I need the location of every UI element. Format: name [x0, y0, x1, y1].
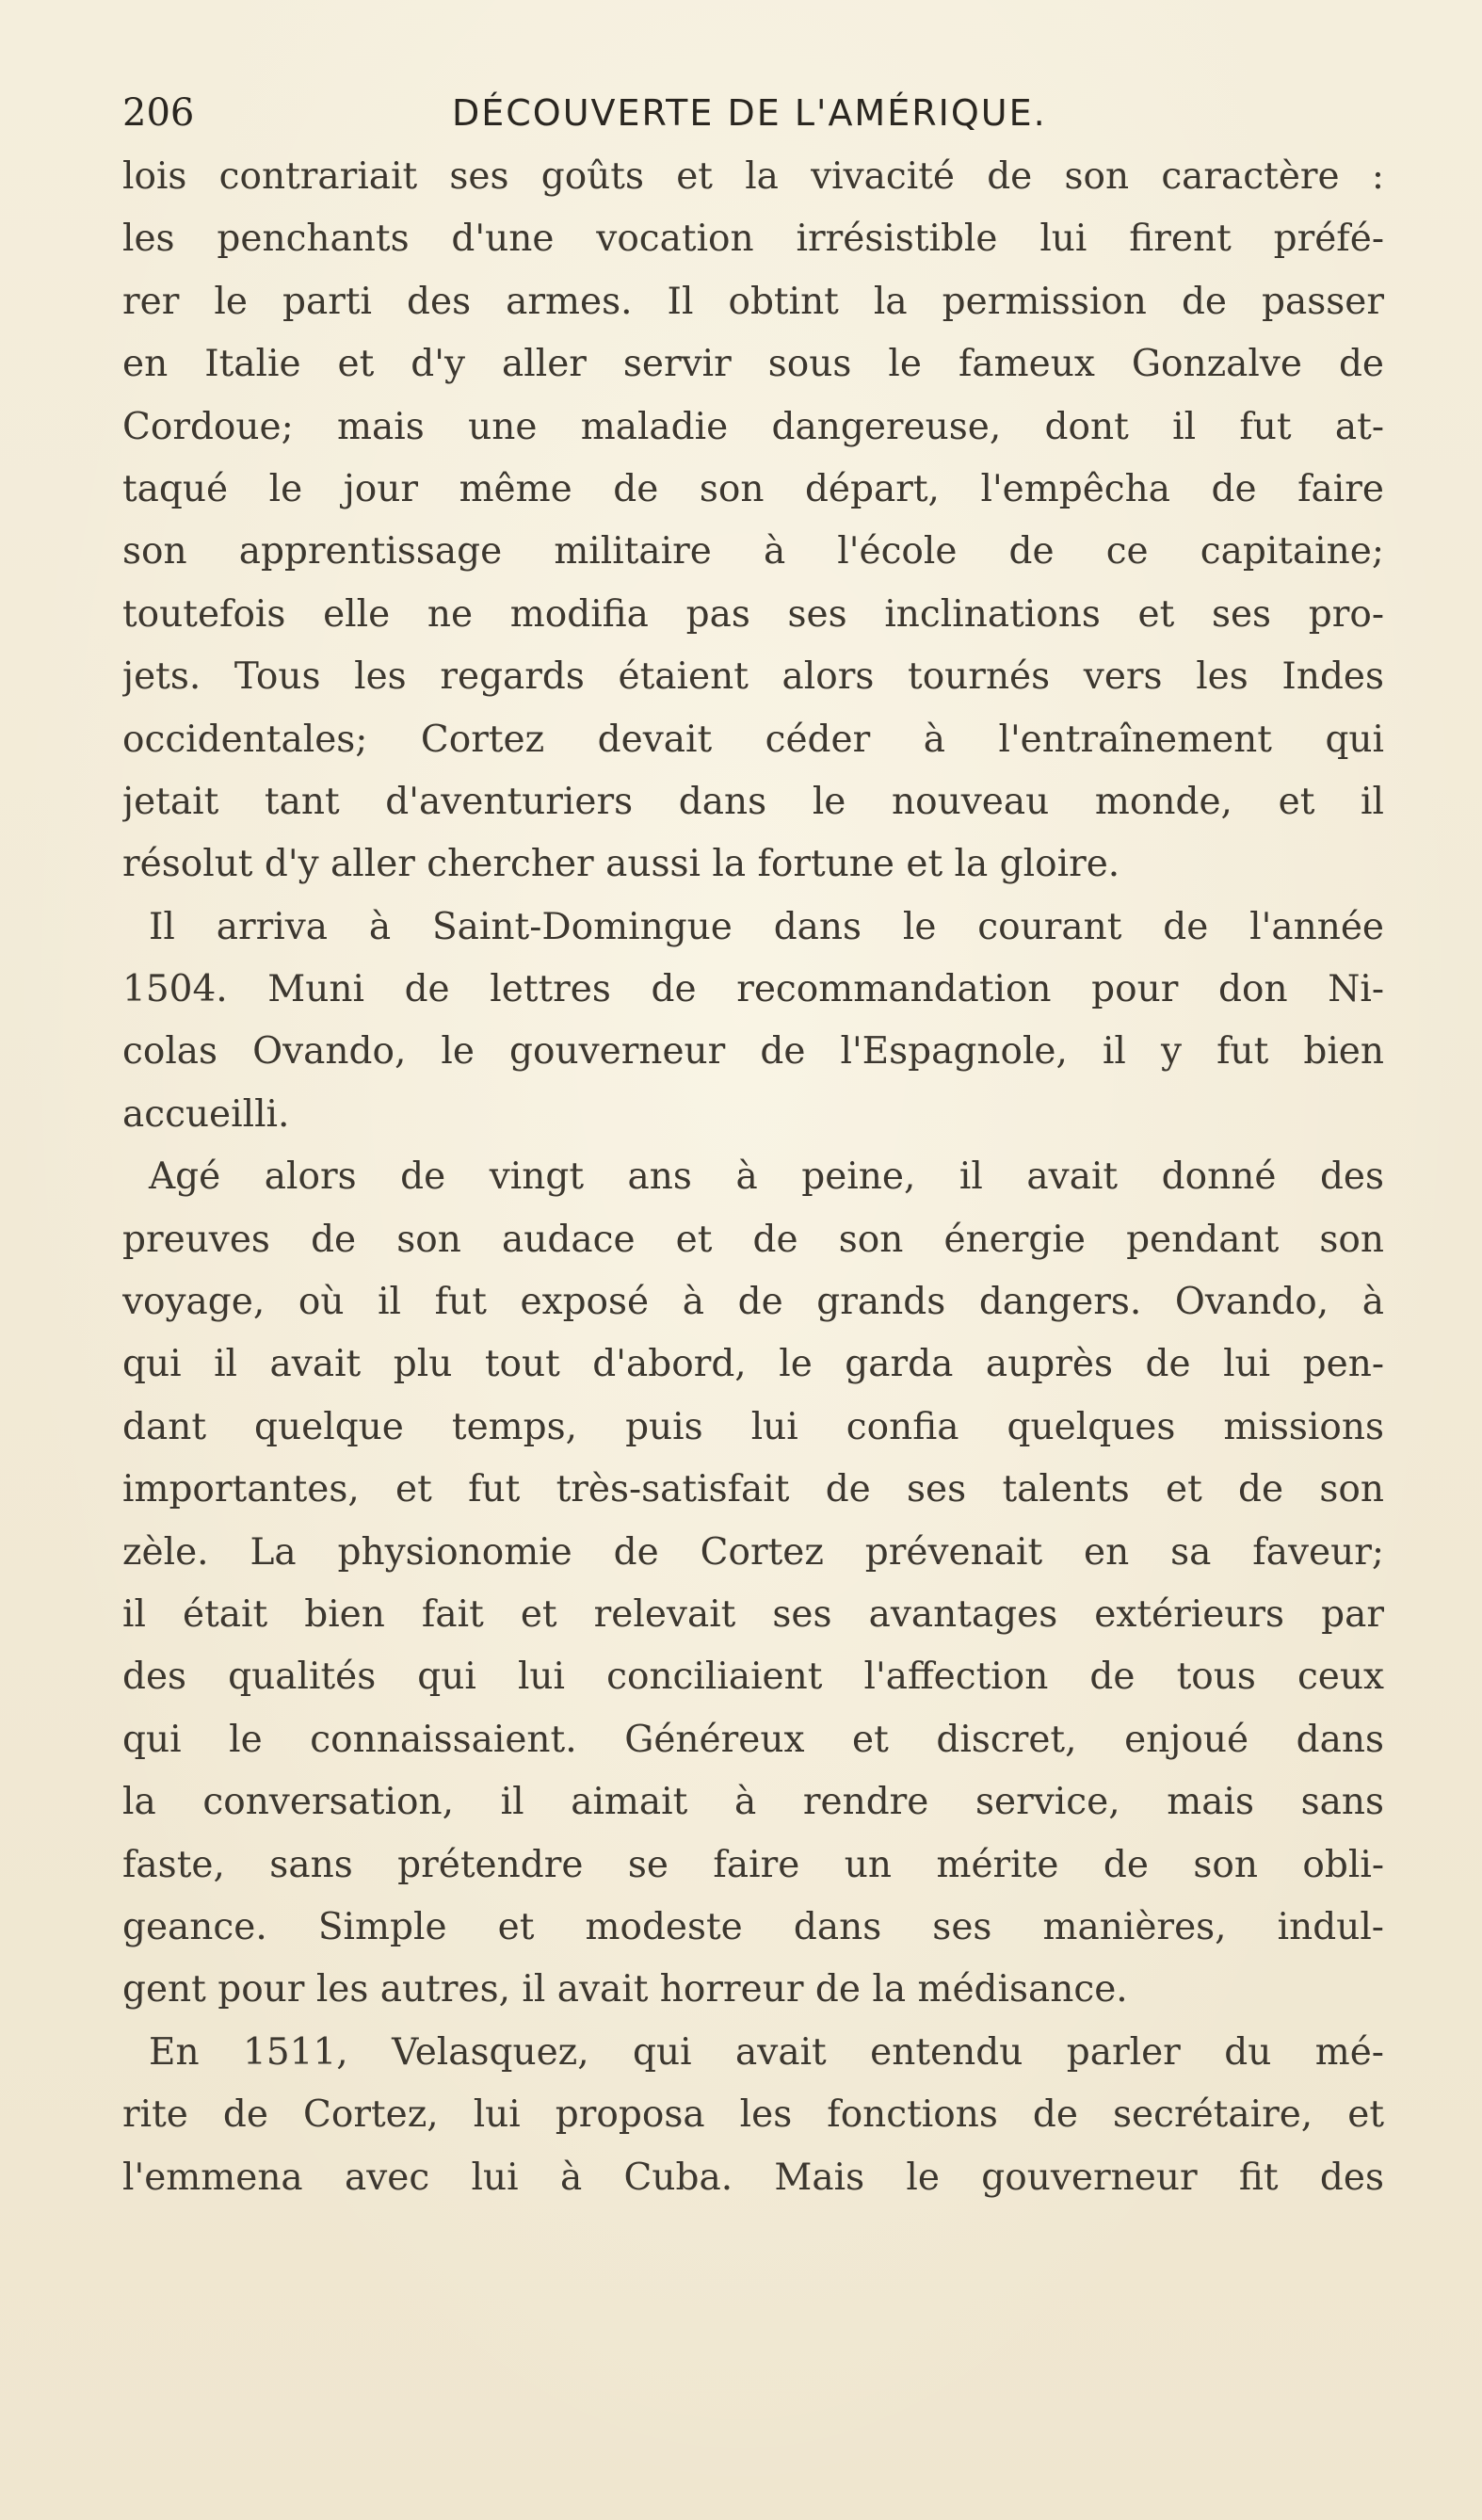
text-line: colas Ovando, le gouverneur de l'Espagnole, il y fut bien	[122, 1030, 1384, 1074]
text-line: Cordoue; mais une maladie dangereuse, dont il fut at-	[122, 405, 1384, 448]
text-line: il était bien fait et relevait ses avantages extérieurs par	[122, 1592, 1384, 1636]
text-line: qui le connaissaient. Généreux et discret, enjoué dans	[122, 1718, 1384, 1761]
text-line: qui il avait plu tout d'abord, le garda auprès de lui pen-	[122, 1343, 1384, 1386]
text-line: 1504. Muni de lettres de recommandation pour don Ni-	[122, 968, 1384, 1011]
text-line: la conversation, il aimait à rendre service, mais sans	[122, 1781, 1384, 1824]
text-line: des qualités qui lui conciliaient l'affection de tous ceux	[122, 1656, 1384, 1699]
text-line: rer le parti des armes. Il obtint la permission de passer	[122, 280, 1384, 323]
text-line: gent pour les autres, il avait horreur de la médisance.	[122, 1968, 1128, 2011]
text-line: les penchants d'une vocation irrésistible lui firent préfé-	[122, 218, 1384, 261]
page-header	[122, 85, 1384, 141]
text-line: voyage, où il fut exposé à de grands dangers. Ovando, à	[122, 1281, 1384, 1324]
text-line: preuves de son audace et de son énergie pendant son	[122, 1218, 1384, 1261]
text-line: rite de Cortez, lui proposa les fonctions de secrétaire, et	[122, 2093, 1384, 2137]
text-line: son apprentissage militaire à l'école de ce capitaine;	[122, 530, 1384, 573]
text-line: Il arriva à Saint-Domingue dans le courant de l'année	[149, 905, 1384, 948]
text-line: zèle. La physionomie de Cortez prévenait en sa faveur;	[122, 1530, 1384, 1574]
text-line: geance. Simple et modeste dans ses manières, indul-	[122, 1905, 1384, 1948]
text-line: l'emmena avec lui à Cuba. Mais le gouverneur fit des	[122, 2156, 1384, 2199]
text-line: résolut d'y aller chercher aussi la fortune et la gloire.	[122, 843, 1120, 886]
text-line: En 1511, Velasquez, qui avait entendu parler du mé-	[149, 2030, 1384, 2074]
text-line: Agé alors de vingt ans à peine, il avait donné des	[149, 1155, 1384, 1199]
text-line: jetait tant d'aventuriers dans le nouveau monde, et il	[122, 780, 1384, 823]
text-line: taqué le jour même de son départ, l'empêcha de faire	[122, 467, 1384, 510]
text-line: lois contrariait ses goûts et la vivacité de son caractère :	[122, 155, 1384, 198]
text-line: toutefois elle ne modifia pas ses inclinations et ses pro-	[122, 592, 1384, 636]
text-line: jets. Tous les regards étaient alors tournés vers les Indes	[122, 655, 1384, 699]
text-line: faste, sans prétendre se faire un mérite de son obli-	[122, 1843, 1384, 1886]
body-text	[122, 146, 1384, 2209]
page-number: 206	[122, 91, 195, 135]
running-title: DÉCOUVERTE DE L'AMÉRIQUE.	[452, 92, 1047, 134]
text-line: en Italie et d'y aller servir sous le fameux Gonzalve de	[122, 343, 1384, 386]
text-line: dant quelque temps, puis lui confia quelques missions	[122, 1405, 1384, 1448]
text-line: occidentales; Cortez devait céder à l'entraînement qui	[122, 718, 1384, 761]
text-line: importantes, et fut très-satisfait de ses talents et de son	[122, 1468, 1384, 1511]
text-line: accueilli.	[122, 1092, 290, 1136]
